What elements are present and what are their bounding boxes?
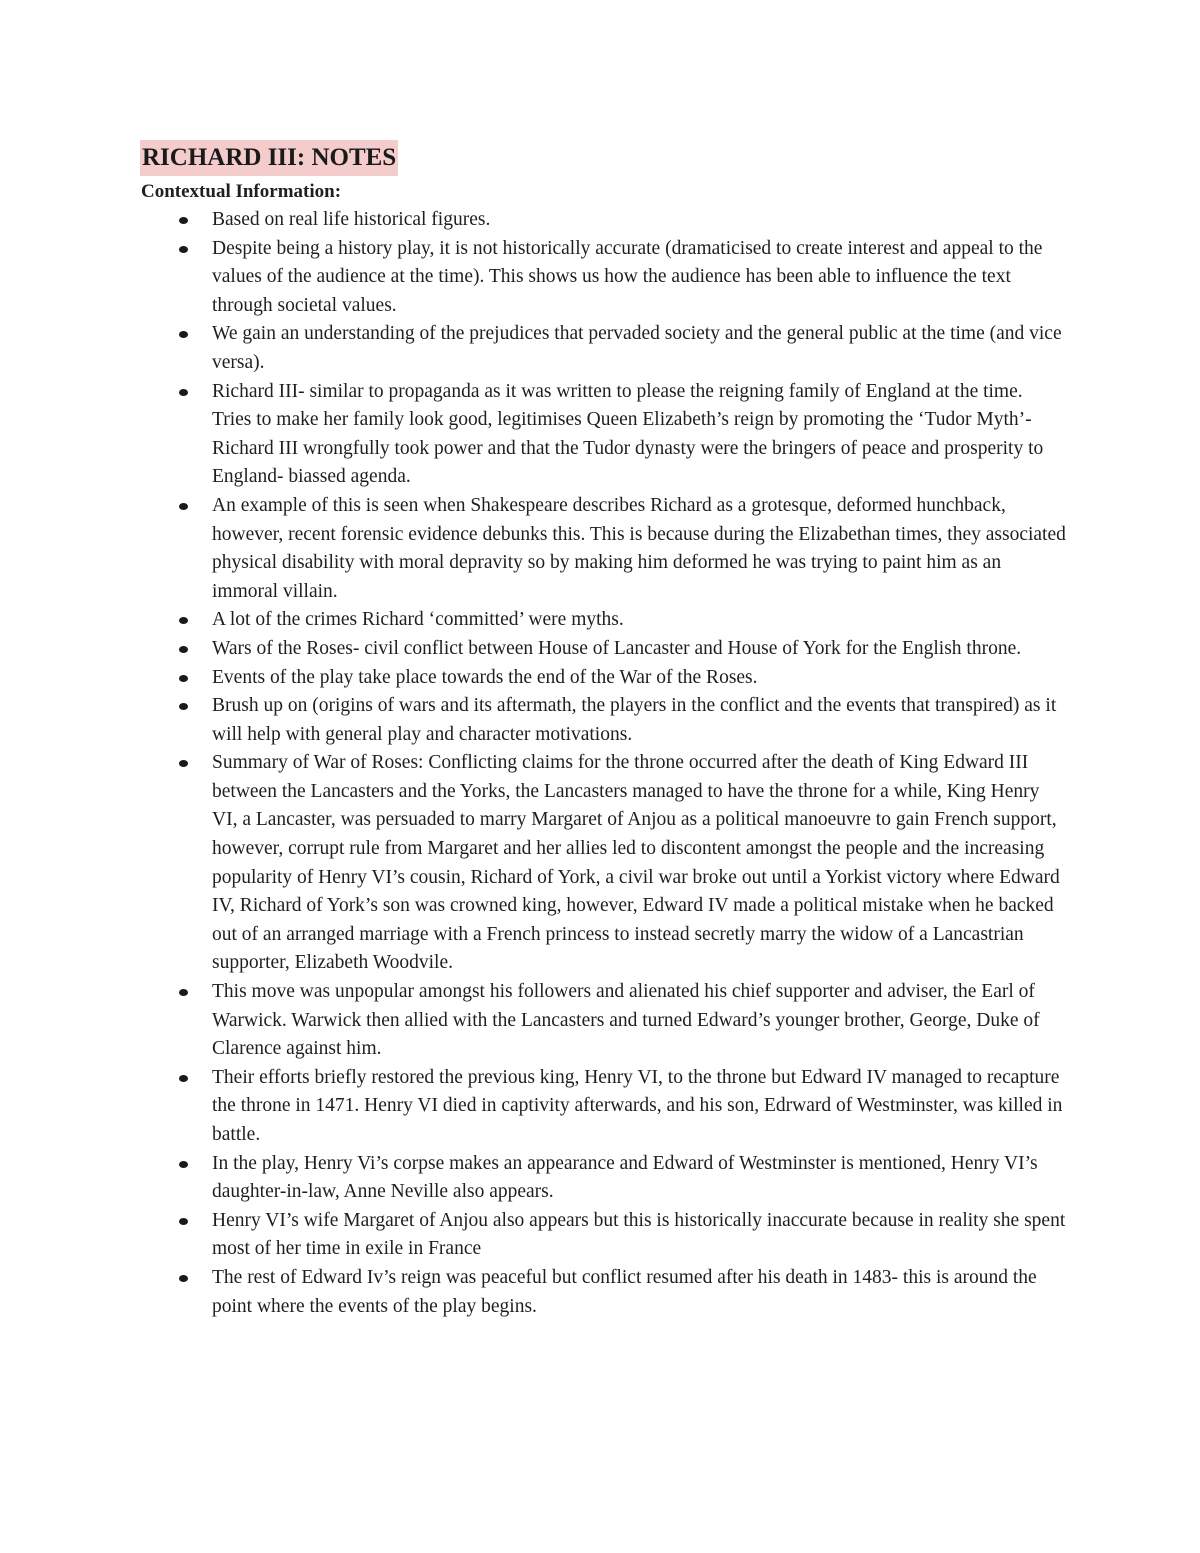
bullet-dot-icon bbox=[179, 246, 188, 253]
list-item bbox=[141, 206, 1066, 235]
list-item-text: Summary of War of Roses: Conflicting claims for the throne occurred after the death of King Edward III between the Lancasters and the Yorks, the Lancasters managed to have the throne for a while, King Henry VI, a Lancaster, was persuaded to marry Margaret of Anjou as a political manoeuvre to gain French support, however, corrupt rule from Margaret and her allies led to discontent amongst the people and the increasing popularity of Henry VI’s cousin, Richard of York, a civil war broke out until a Yorkist victory where Edward IV, Richard of York’s son was crowned king, however, Edward IV made a political mistake when he backed out of an arranged marriage with a French princess to instead secretly marry the widow of a Lancastrian supporter, Elizabeth Woodvile. bbox=[212, 752, 1060, 974]
bullet-dot-icon bbox=[179, 1075, 188, 1082]
list-item-text: A lot of the crimes Richard ‘committed’ were myths. bbox=[212, 609, 624, 631]
list-item bbox=[141, 664, 1066, 693]
list-item bbox=[141, 235, 1066, 321]
list-item-text: Henry VI’s wife Margaret of Anjou also appears but this is historically inaccurate because in reality she spent most of her time in exile in France bbox=[212, 1209, 1066, 1260]
list-item bbox=[141, 1150, 1066, 1207]
bullet-dot-icon bbox=[179, 217, 188, 224]
document-page bbox=[141, 140, 1066, 1321]
bullet-dot-icon bbox=[179, 760, 188, 767]
list-item-text: Richard III- similar to propaganda as it was written to please the reigning family of England at the time. Tries to make her family look good, legitimises Queen Elizabeth’s reign by promoting the ‘Tudor Myth’- Richard III wrongfully took power and that the Tudor dynasty were the bringers of peace and prosperity to England- biassed agenda. bbox=[212, 380, 1044, 488]
list-item bbox=[141, 492, 1066, 606]
list-item-text: In the play, Henry Vi’s corpse makes an appearance and Edward of Westminster is mentioned, Henry VI’s daughter-in-law, Anne Neville also appears. bbox=[212, 1152, 1038, 1203]
list-item bbox=[141, 320, 1066, 377]
list-item bbox=[141, 1264, 1066, 1321]
list-item-text: Brush up on (origins of wars and its aftermath, the players in the conflict and the events that transpired) as it will help with general play and character motivations. bbox=[212, 695, 1057, 745]
list-item-text: Despite being a history play, it is not historically accurate (dramaticised to create interest and appeal to the values of the audience at the time). This shows us how the audience has been able to influence the text through societal values. bbox=[212, 237, 1043, 316]
document-title: RICHARD III: NOTES bbox=[140, 140, 398, 176]
list-item-text: Their efforts briefly restored the previous king, Henry VI, to the throne but Edward IV managed to recapture the throne in 1471. Henry VI died in captivity afterwards, and his son, Edrward of Westminster, was killed in battle. bbox=[212, 1066, 1063, 1145]
list-item-text: We gain an understanding of the prejudices that pervaded society and the general public at the time (and vice versa). bbox=[212, 323, 1062, 373]
bullet-dot-icon bbox=[179, 503, 188, 510]
list-item bbox=[141, 749, 1066, 978]
bullet-dot-icon bbox=[179, 675, 188, 682]
bullet-dot-icon bbox=[179, 1161, 188, 1168]
list-item-text: Events of the play take place towards the end of the War of the Roses. bbox=[212, 666, 758, 688]
list-item bbox=[141, 606, 1066, 635]
list-item-text: Wars of the Roses- civil conflict between House of Lancaster and House of York for the English throne. bbox=[212, 637, 1022, 659]
bullet-dot-icon bbox=[179, 989, 188, 996]
list-item-text: Based on real life historical figures. bbox=[212, 209, 491, 230]
bullet-dot-icon bbox=[179, 1275, 188, 1282]
section-heading: Contextual Information: bbox=[141, 181, 342, 202]
list-item bbox=[141, 635, 1066, 664]
bullet-dot-icon bbox=[179, 331, 188, 338]
list-item bbox=[141, 978, 1066, 1064]
list-item bbox=[141, 692, 1066, 749]
list-item-text: The rest of Edward Iv’s reign was peaceful but conflict resumed after his death in 1483- this is around the point where the events of the play begins. bbox=[212, 1266, 1037, 1317]
notes-list bbox=[141, 206, 1066, 1321]
bullet-dot-icon bbox=[179, 1218, 188, 1225]
list-item bbox=[141, 1207, 1066, 1264]
list-item-text: An example of this is seen when Shakespeare describes Richard as a grotesque, deformed hunchback, however, recent forensic evidence debunks this. This is because during the Elizabethan times, they associated physical disability with moral depravity so by making him deformed he was trying to paint him as an immoral villain. bbox=[212, 494, 1066, 602]
list-item-text: This move was unpopular amongst his followers and alienated his chief supporter and adviser, the Earl of Warwick. Warwick then allied with the Lancasters and turned Edward’s younger brother, George, Duke of Clarence against him. bbox=[212, 981, 1040, 1060]
bullet-dot-icon bbox=[179, 389, 188, 396]
bullet-dot-icon bbox=[179, 646, 188, 653]
bullet-dot-icon bbox=[179, 703, 188, 710]
list-item bbox=[141, 378, 1066, 492]
list-item bbox=[141, 1064, 1066, 1150]
bullet-dot-icon bbox=[179, 617, 188, 624]
